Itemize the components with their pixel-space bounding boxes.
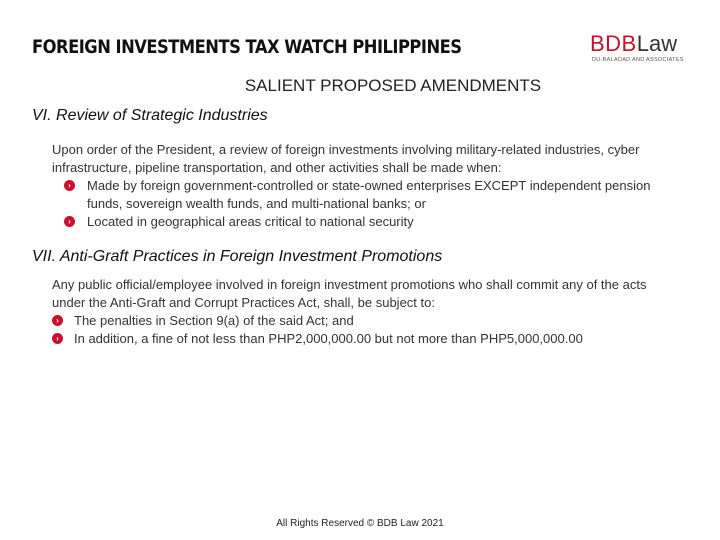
logo-subtitle: DU-BALADAD AND ASSOCIATES [592,57,684,63]
list-item [52,312,672,330]
logo-bdb: BDB [590,31,637,56]
chevron-right-circle-icon: › [64,180,75,191]
slide-title: FOREIGN INVESTMENTS TAX WATCH PHILIPPINES [32,36,462,58]
bullet-list [52,177,672,231]
section-heading-strategic-industries: VI. Review of Strategic Industries [32,107,268,124]
list-item-text: The penalties in Section 9(a) of the said Act; and [74,313,354,328]
bullet-list [52,312,672,348]
bdb-law-logo [590,32,702,63]
copyright-footer: All Rights Reserved © BDB Law 2021 [276,518,444,529]
chevron-right-circle-icon: › [64,216,75,227]
list-item-text: Made by foreign government-controlled or state-owned enterprises EXCEPT independent pension funds, sovereign wealth funds, and multi-national banks; or [87,178,651,211]
list-item-text: Located in geographical areas critical to national security [87,214,414,229]
chevron-right-circle-icon: › [52,315,63,326]
slide-subtitle: SALIENT PROPOSED AMENDMENTS [244,76,542,95]
list-item-text: In addition, a fine of not less than PHP2,000,000.00 but not more than PHP5,000,000.00 [74,331,583,346]
logo-wordmark [590,32,702,56]
list-item [52,177,672,213]
logo-law: Law [636,31,678,56]
list-item [52,213,672,231]
section-paragraph: Any public official/employee involved in foreign investment promotions who shall commit any of the acts under the Anti-Graft and Corrupt Practices Act, shall, be subject to: [52,277,647,310]
section-paragraph: Upon order of the President, a review of foreign investments involving military-related industries, cyber infrastructure, pipeline transportation, and other activities shall be made when: [52,142,640,175]
section-heading-anti-graft: VII. Anti-Graft Practices in Foreign Investment Promotions [32,248,443,265]
chevron-right-circle-icon: › [52,333,63,344]
list-item [52,330,672,348]
